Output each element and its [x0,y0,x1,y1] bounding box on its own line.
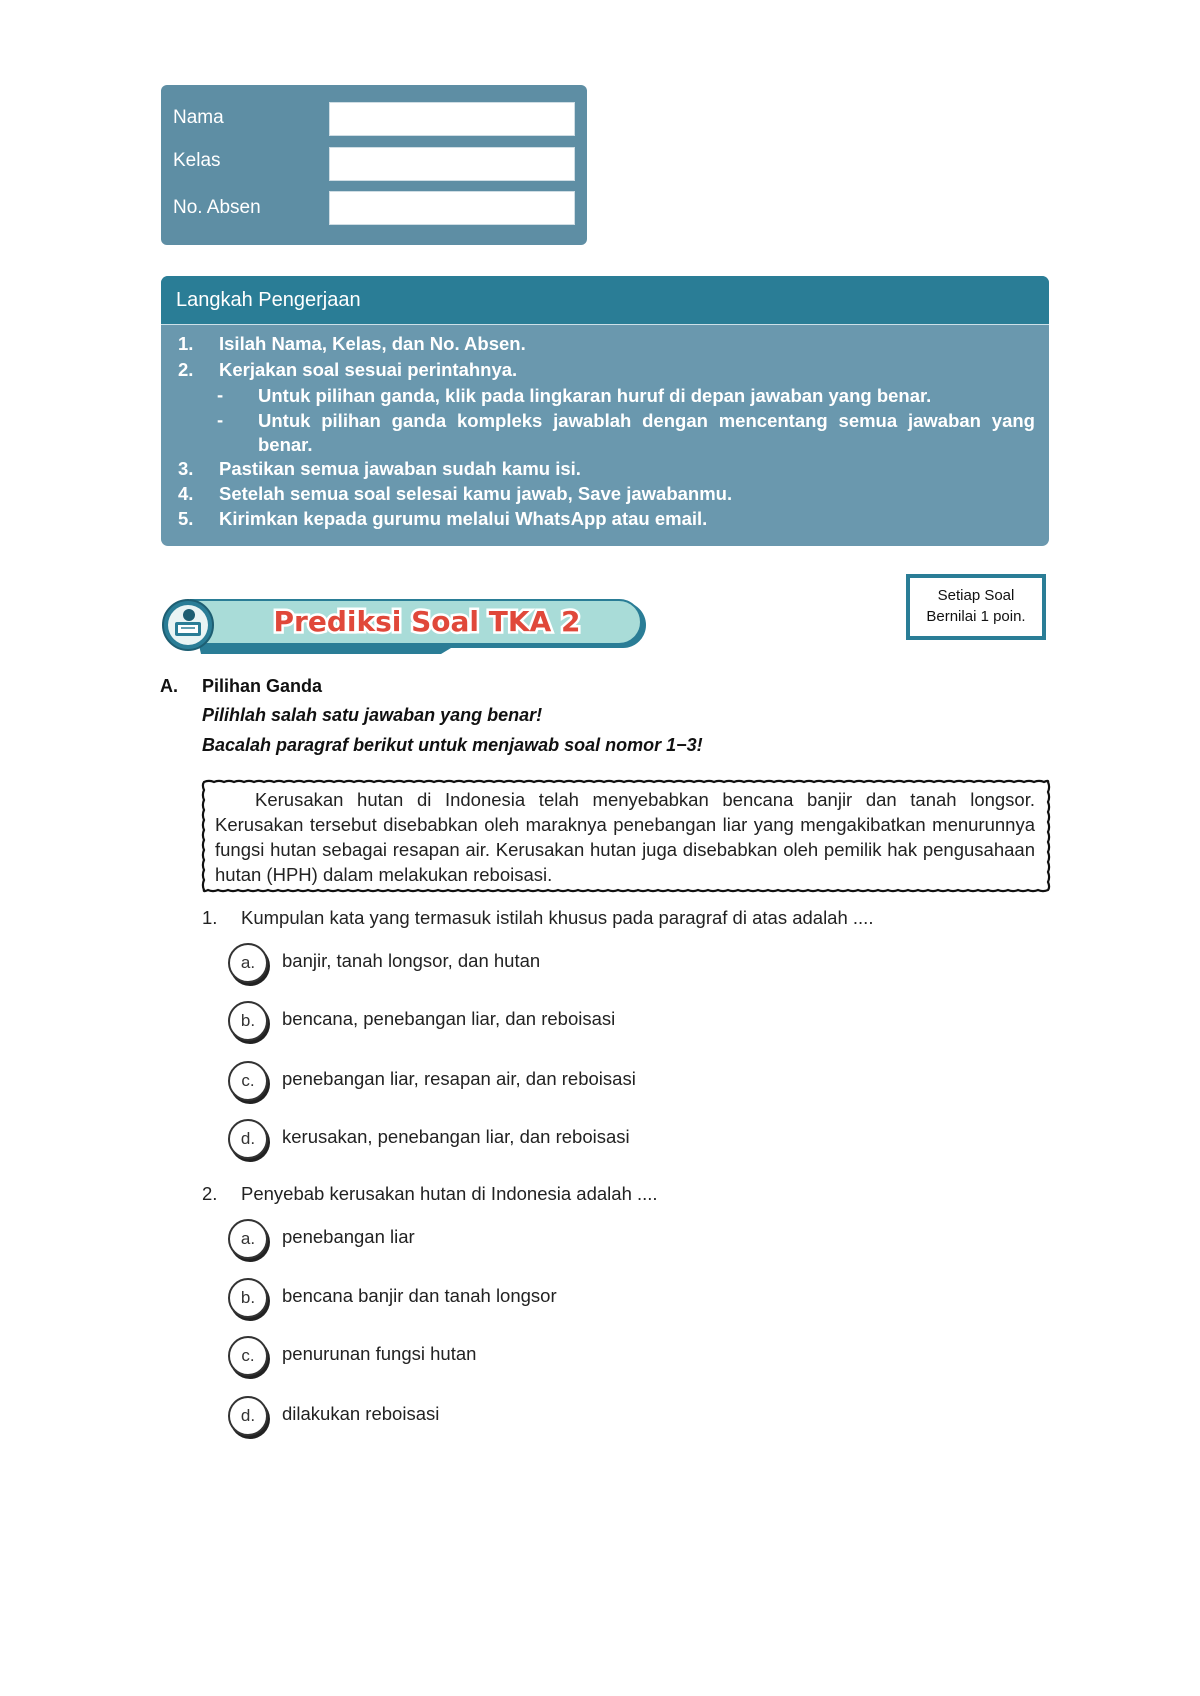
option-circle[interactable]: c. [228,1061,268,1101]
step-text: Kerjakan soal sesuai perintahnya. [219,359,518,380]
step-number: 4. [178,483,194,504]
step-text: Untuk pilihan ganda kompleks jawablah dengan mencentang semua jawaban yang benar. [258,410,1035,455]
section-letter: A. [160,676,178,696]
name-input[interactable] [329,102,575,136]
question-number: 1. [202,907,218,928]
class-input[interactable] [329,147,575,181]
student-icon [163,600,213,650]
question-text: Kumpulan kata yang termasuk istilah khusus pada paragraf di atas adalah .... [241,907,874,928]
step-number: 3. [178,458,194,479]
step-text: Isilah Nama, Kelas, dan No. Absen. [219,333,526,354]
banner-title: Prediksi Soal TKA 2 [273,605,581,638]
option-circle[interactable]: b. [228,1001,268,1041]
score-note [906,574,1046,640]
option-text: bencana banjir dan tanah longsor [282,1285,557,1306]
steps-panel [161,276,1049,546]
step-text: Pastikan semua jawaban sudah kamu isi. [219,458,581,479]
option-circle[interactable]: d. [228,1396,268,1436]
step-number: 5. [178,508,194,529]
identity-panel [161,85,587,245]
reading-passage: Kerusakan hutan di Indonesia telah menyebabkan bencana banjir dan tanah longsor. Kerusakan tersebut disebabkan oleh maraknya penebangan liar yang mengakibatkan menurunnya fungsi hutan sebagai resapan air. Kerusakan hutan juga disebabkan oleh pemilik hak pengusahaan hutan (HPH) dalam melakukan reboisasi. [215,789,1035,885]
steps-title: Langkah Pengerjaan [161,276,1049,325]
step-bullet: - [217,384,224,405]
option-text: dilakukan reboisasi [282,1403,440,1424]
question-text: Penyebab kerusakan hutan di Indonesia adalah .... [241,1183,658,1204]
name-label: Nama [173,107,224,128]
instruction-1: Pilihlah salah satu jawaban yang benar! [202,705,543,725]
option-circle[interactable]: a. [228,943,268,983]
option-text: bencana, penebangan liar, dan reboisasi [282,1008,616,1029]
option-text: kerusakan, penebangan liar, dan reboisasi [282,1126,630,1147]
question-number: 2. [202,1183,218,1204]
section-banner [161,598,648,656]
option-text: penebangan liar [282,1226,415,1247]
step-text: Untuk pilihan ganda, klik pada lingkaran huruf di depan jawaban yang benar. [258,385,932,406]
option-text: penurunan fungsi hutan [282,1343,477,1364]
absen-label: No. Absen [173,197,261,218]
step-number: 1. [178,333,194,354]
score-note-line1: Setiap Soal [937,587,1015,604]
class-label: Kelas [173,150,221,171]
option-circle[interactable]: a. [228,1219,268,1259]
instruction-2: Bacalah paragraf berikut untuk menjawab soal nomor 1−3! [202,735,703,755]
step-bullet: - [217,409,224,430]
option-text: banjir, tanah longsor, dan hutan [282,950,541,971]
step-text: Kirimkan kepada gurumu melalui WhatsApp atau email. [219,508,708,529]
option-circle[interactable]: d. [228,1119,268,1159]
option-text: penebangan liar, resapan air, dan reboisasi [282,1068,636,1089]
option-circle[interactable]: c. [228,1336,268,1376]
step-number: 2. [178,359,194,380]
absen-input[interactable] [329,191,575,225]
option-circle[interactable]: b. [228,1278,268,1318]
score-note-line2: Bernilai 1 poin. [926,608,1026,625]
section-title: Pilihan Ganda [202,676,323,696]
step-text: Setelah semua soal selesai kamu jawab, Save jawabanmu. [219,483,733,504]
